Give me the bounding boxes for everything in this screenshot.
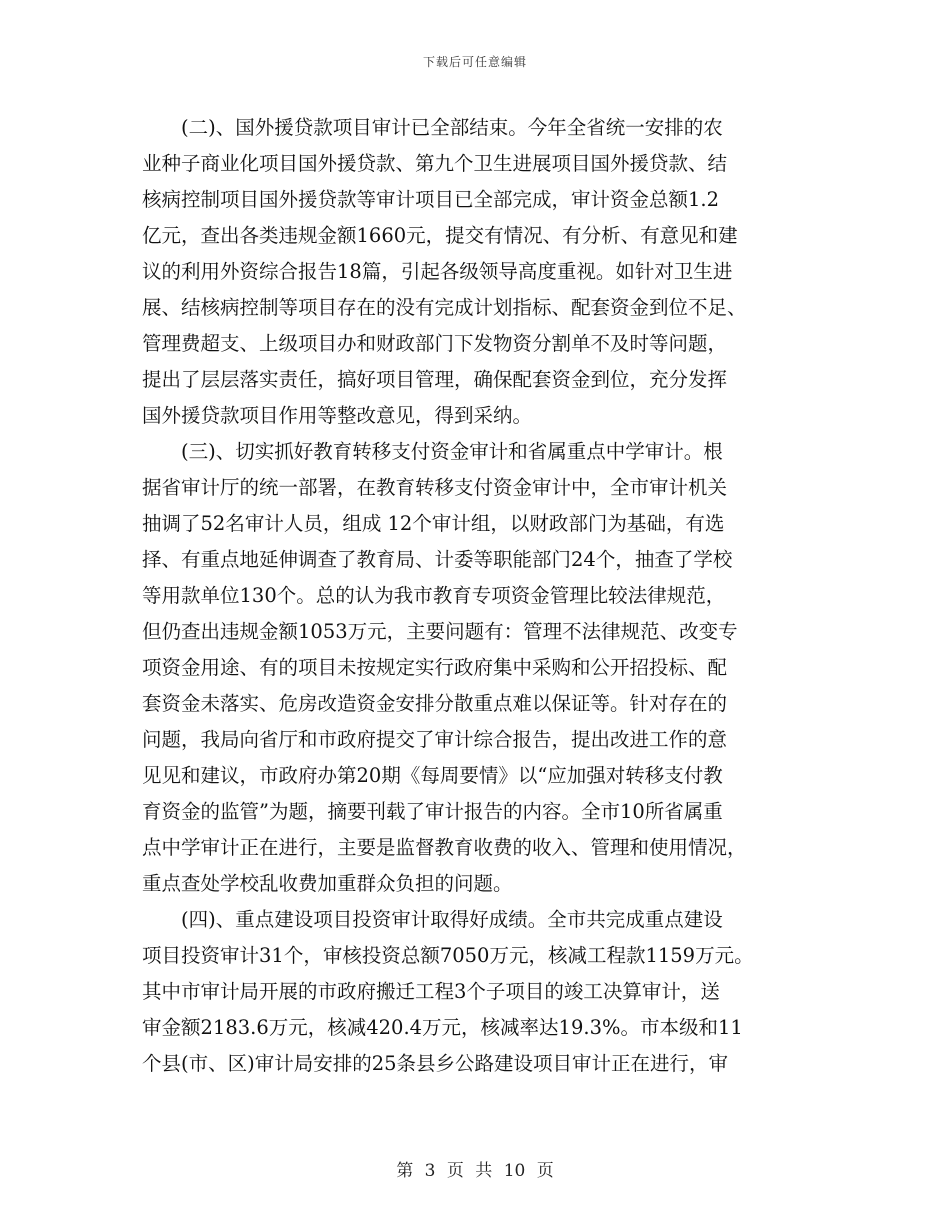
body-line: 议的利用外资综合报告18篇，引起各级领导高度重视。如针对卫生进 [142, 260, 733, 283]
body-line: 项目投资审计31个，审核投资总额7050万元，核减工程款1159万元。 [142, 944, 754, 967]
body-line: 但仍查出违规金额1053万元，主要问题有：管理不法律规范、改变专 [142, 620, 738, 643]
body-line: 亿元，查出各类违规金额1660元，提交有情况、有分析、有意见和建 [142, 224, 738, 247]
body-line: 个县(市、区)审计局安排的25条县乡公路建设项目审计正在进行，审 [142, 1052, 729, 1075]
body-line: 项资金用途、有的项目未按规定实行政府集中采购和公开招投标、配 [142, 656, 728, 679]
body-line: 等用款单位130个。总的认为我市教育专项资金管理比较法律规范， [142, 584, 726, 607]
body-line: 其中市审计局开展的市政府搬迁工程3个子项目的竣工决算审计，送 [142, 980, 720, 1003]
body-line: (四)、重点建设项目投资审计取得好成绩。全市共完成重点建设 [142, 908, 723, 931]
body-line: 展、结核病控制等项目存在的没有完成计划指标、配套资金到位不足、 [142, 296, 747, 319]
body-line: 择、有重点地延伸调查了教育局、计委等职能部门24个，抽查了学校 [142, 548, 733, 571]
page-footer: 第 3 页 共 10 页 [396, 1161, 554, 1181]
body-line: 问题，我局向省厅和市政府提交了审计综合报告，提出改进工作的意 [142, 728, 728, 751]
body-line: 据省审计厅的统一部署，在教育转移支付资金审计中，全市审计机关 [142, 476, 728, 499]
body-line: 见见和建议，市政府办第20期《每周要情》以“应加强对转移支付教 [142, 764, 723, 787]
body-line: 管理费超支、上级项目办和财政部门下发物资分割单不及时等问题， [142, 332, 728, 355]
page-header: 下载后可任意编辑 [422, 55, 527, 69]
body-line: 点中学审计正在进行，主要是监督教育收费的收入、管理和使用情况， [142, 836, 747, 859]
body-line: 提出了层层落实责任，搞好项目管理，确保配套资金到位，充分发挥 [142, 368, 728, 391]
body-line: 套资金未落实、危房改造资金安排分散重点难以保证等。针对存在的 [142, 692, 728, 715]
body-line: 业种子商业化项目国外援贷款、第九个卫生进展项目国外援贷款、结 [142, 152, 728, 175]
body-line: 重点查处学校乱收费加重群众负担的问题。 [142, 872, 513, 895]
body-line: 核病控制项目国外援贷款等审计项目已全部完成，审计资金总额1.2 [142, 188, 720, 211]
body-line: 育资金的监管”为题，摘要刊载了审计报告的内容。全市10所省属重 [142, 800, 723, 823]
body-line: 国外援贷款项目作用等整改意见，得到采纳。 [142, 404, 533, 427]
body-line: (二)、国外援贷款项目审计已全部结束。今年全省统一安排的农 [142, 116, 723, 139]
body-line: 抽调了52名审计人员，组成 12个审计组，以财政部门为基础，有选 [142, 512, 725, 535]
body-line: 审金额2183.6万元，核减420.4万元，核减率达19.3%。市本级和11 [142, 1016, 743, 1039]
body-line: (三)、切实抓好教育转移支付资金审计和省属重点中学审计。根 [142, 440, 723, 463]
